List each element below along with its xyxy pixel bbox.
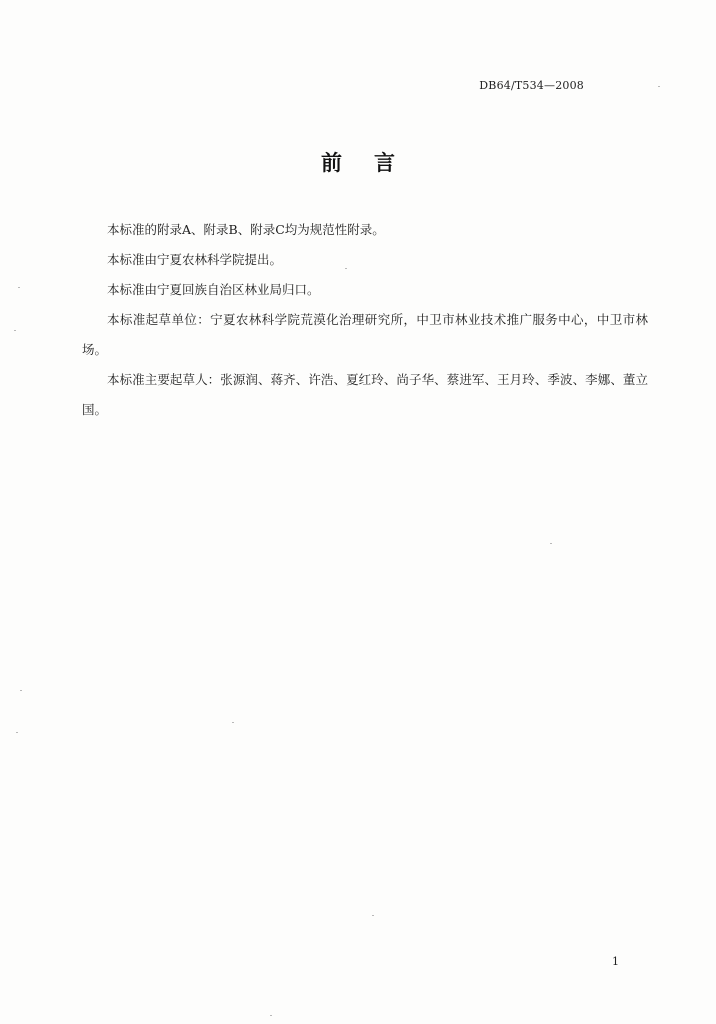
standard-code: DB64/T534—2008 [479, 79, 584, 92]
scan-speck [16, 732, 18, 733]
scan-speck [550, 543, 552, 544]
paragraph-administration: 本标准由宁夏回族自治区林业局归口。 [107, 282, 320, 297]
foreword-body [82, 215, 648, 425]
page-title: 前言 [321, 150, 427, 175]
paragraph-proposer: 本标准由宁夏农林科学院提出。 [107, 252, 283, 267]
scan-speck [14, 330, 16, 331]
paragraph-appendix: 本标准的附录A、附录B、附录C均为规范性附录。 [107, 222, 385, 237]
scan-speck [658, 86, 660, 87]
scan-speck [232, 722, 234, 723]
scan-speck [18, 287, 20, 288]
scan-speck [372, 915, 374, 916]
page-number: 1 [612, 955, 619, 968]
paragraph-drafters: 本标准主要起草人：张源润、蒋齐、许浩、夏红玲、尚子华、蔡进军、王月玲、季波、李娜、董立国。 [82, 372, 648, 417]
scan-speck [20, 690, 22, 691]
paragraph-drafting-units: 本标准起草单位：宁夏农林科学院荒漠化治理研究所，中卫市林业技术推广服务中心，中卫市林场。 [82, 312, 648, 357]
scan-speck [345, 268, 347, 269]
scan-speck [270, 1015, 272, 1016]
